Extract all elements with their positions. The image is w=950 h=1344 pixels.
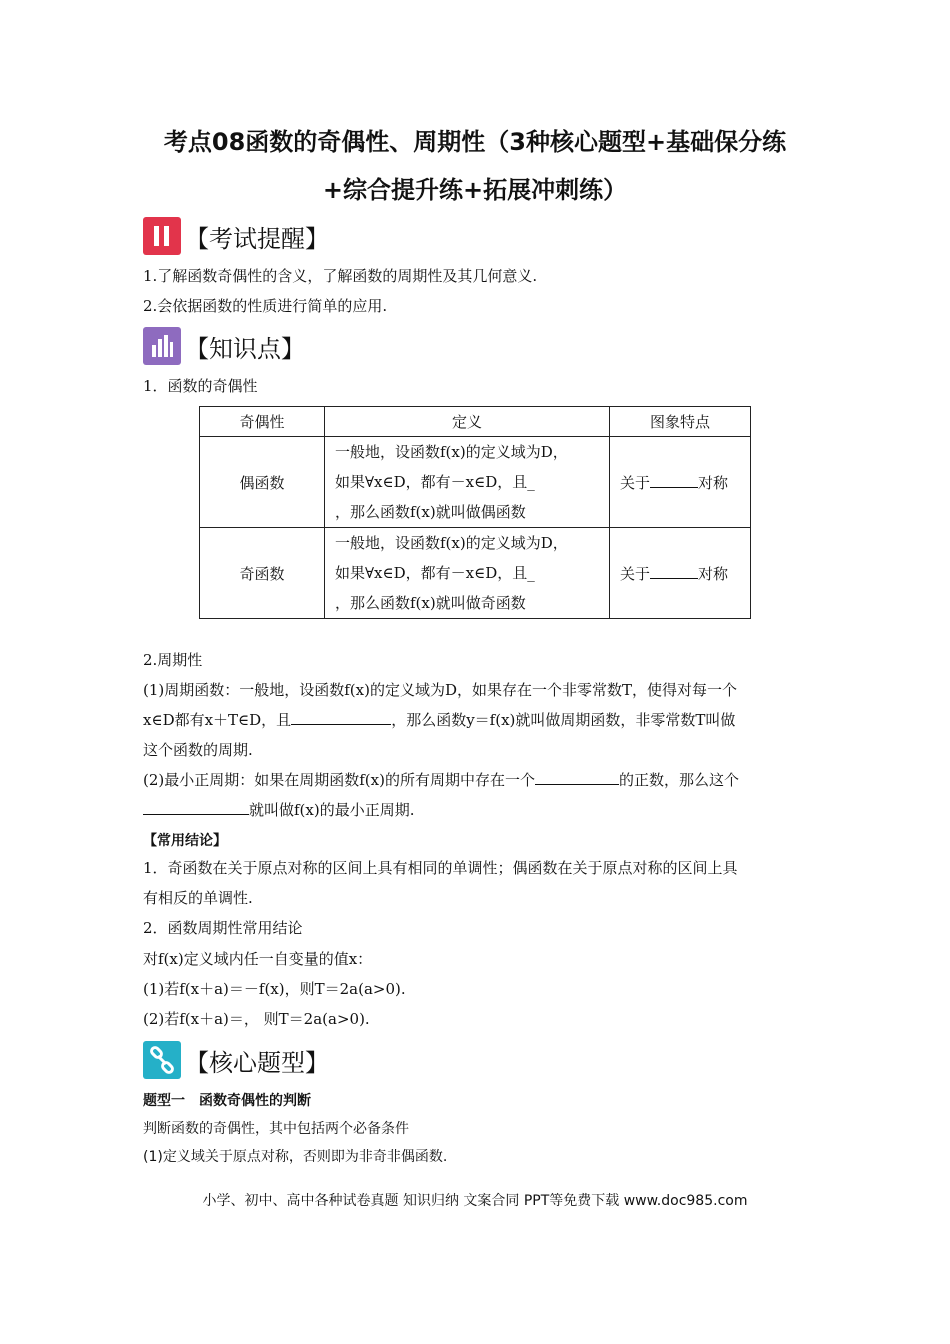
fill-blank bbox=[650, 562, 698, 579]
section-knowledge-heading: 【知识点】 bbox=[185, 334, 305, 363]
section-core-heading: 【核心题型】 bbox=[185, 1048, 329, 1077]
text-segment: ，那么函数y＝f(x)就叫做周期函数，非零常数T叫做 bbox=[391, 711, 736, 729]
definition-line: 一般地，设函数f(x)的定义域为D， bbox=[335, 534, 568, 552]
row-name-odd: 奇函数 bbox=[200, 528, 325, 619]
table-header-cell: 定义 bbox=[325, 407, 610, 437]
title-line-2: +综合提升练+拓展冲刺练） bbox=[322, 176, 628, 204]
question-type-1: 题型一 函数奇偶性的判断 bbox=[143, 1093, 311, 1109]
subheading-periodicity: 2.周期性 bbox=[143, 651, 203, 669]
definition-line: 如果∀x∈D，都有－x∈D，且_ bbox=[335, 473, 535, 491]
table-header-row bbox=[200, 407, 751, 437]
row-name-even: 偶函数 bbox=[200, 437, 325, 528]
conclusion-line: (1)若f(x＋a)＝－f(x)，则T＝2a(a>0). bbox=[143, 980, 406, 998]
section-core-header bbox=[143, 1040, 329, 1080]
periodic-def-line-3: 这个函数的周期. bbox=[143, 741, 253, 759]
bar-chart-icon bbox=[143, 327, 181, 365]
document-title bbox=[120, 118, 830, 214]
table-header-cell: 图象特点 bbox=[610, 407, 751, 437]
row-definition-even bbox=[325, 437, 610, 528]
feature-prefix: 关于 bbox=[620, 565, 651, 583]
conclusion-title: 【常用结论】 bbox=[143, 833, 227, 849]
section-exam-header bbox=[143, 216, 329, 256]
fill-blank bbox=[143, 798, 249, 815]
table-row bbox=[200, 528, 751, 619]
feature-prefix: 关于 bbox=[620, 474, 651, 492]
conclusion-line: 对f(x)定义域内任一自变量的值x： bbox=[143, 950, 373, 968]
title-line-1: 考点08函数的奇偶性、周期性（3种核心题型+基础保分练 bbox=[163, 128, 787, 156]
row-definition-odd bbox=[325, 528, 610, 619]
row-feature-even bbox=[610, 437, 751, 528]
section-exam-heading: 【考试提醒】 bbox=[185, 224, 329, 253]
min-period-line-2 bbox=[143, 795, 813, 825]
periodic-def-line-1: (1)周期函数：一般地，设函数f(x)的定义域为D，如果存在一个非零常数T，使得对每一个 bbox=[143, 681, 737, 699]
exam-item-2: 2.会依据函数的性质进行简单的应用. bbox=[143, 297, 388, 315]
definition-line: 如果∀x∈D，都有－x∈D，且_ bbox=[335, 564, 535, 582]
feature-suffix: 对称 bbox=[698, 565, 729, 583]
footer: 小学、初中、高中各种试卷真题 知识归纳 文案合同 PPT等免费下载 www.doc985.com bbox=[202, 1193, 748, 1209]
pause-bars-icon bbox=[143, 217, 181, 255]
definition-line: 一般地，设函数f(x)的定义域为D， bbox=[335, 443, 568, 461]
text-segment: x∈D都有x＋T∈D，且 bbox=[143, 711, 292, 729]
definition-line: ，那么函数f(x)就叫做偶函数 bbox=[335, 503, 526, 521]
table-row bbox=[200, 437, 751, 528]
core-line-1: 判断函数的奇偶性，其中包括两个必备条件 bbox=[143, 1121, 409, 1137]
periodic-def-line-2 bbox=[143, 705, 813, 735]
text-segment: (2)最小正周期：如果在周期函数f(x)的所有周期中存在一个 bbox=[143, 771, 535, 789]
conclusion-line: 2．函数周期性常用结论 bbox=[143, 919, 303, 937]
row-feature-odd bbox=[610, 528, 751, 619]
fill-blank bbox=[650, 471, 698, 488]
fill-blank bbox=[535, 768, 619, 785]
parity-table bbox=[199, 406, 751, 619]
conclusion-line: 有相反的单调性. bbox=[143, 889, 253, 907]
definition-line: ，那么函数f(x)就叫做奇函数 bbox=[335, 594, 526, 612]
conclusion-line: (2)若f(x＋a)＝， 则T＝2a(a>0). bbox=[143, 1010, 370, 1028]
table-header-cell: 奇偶性 bbox=[200, 407, 325, 437]
fill-blank bbox=[291, 708, 391, 725]
text-segment: 的正数，那么这个 bbox=[618, 771, 739, 789]
subheading-parity: 1．函数的奇偶性 bbox=[143, 377, 258, 395]
section-knowledge-header bbox=[143, 326, 305, 366]
exam-item-1: 1.了解函数奇偶性的含义，了解函数的周期性及其几何意义. bbox=[143, 267, 538, 285]
feature-suffix: 对称 bbox=[698, 474, 729, 492]
conclusion-line: 1．奇函数在关于原点对称的区间上具有相同的单调性；偶函数在关于原点对称的区间上具 bbox=[143, 859, 738, 877]
link-icon bbox=[143, 1041, 181, 1079]
min-period-line-1 bbox=[143, 765, 813, 795]
text-segment: 就叫做f(x)的最小正周期. bbox=[249, 801, 415, 819]
core-line-2: (1)定义域关于原点对称，否则即为非奇非偶函数. bbox=[143, 1149, 448, 1165]
